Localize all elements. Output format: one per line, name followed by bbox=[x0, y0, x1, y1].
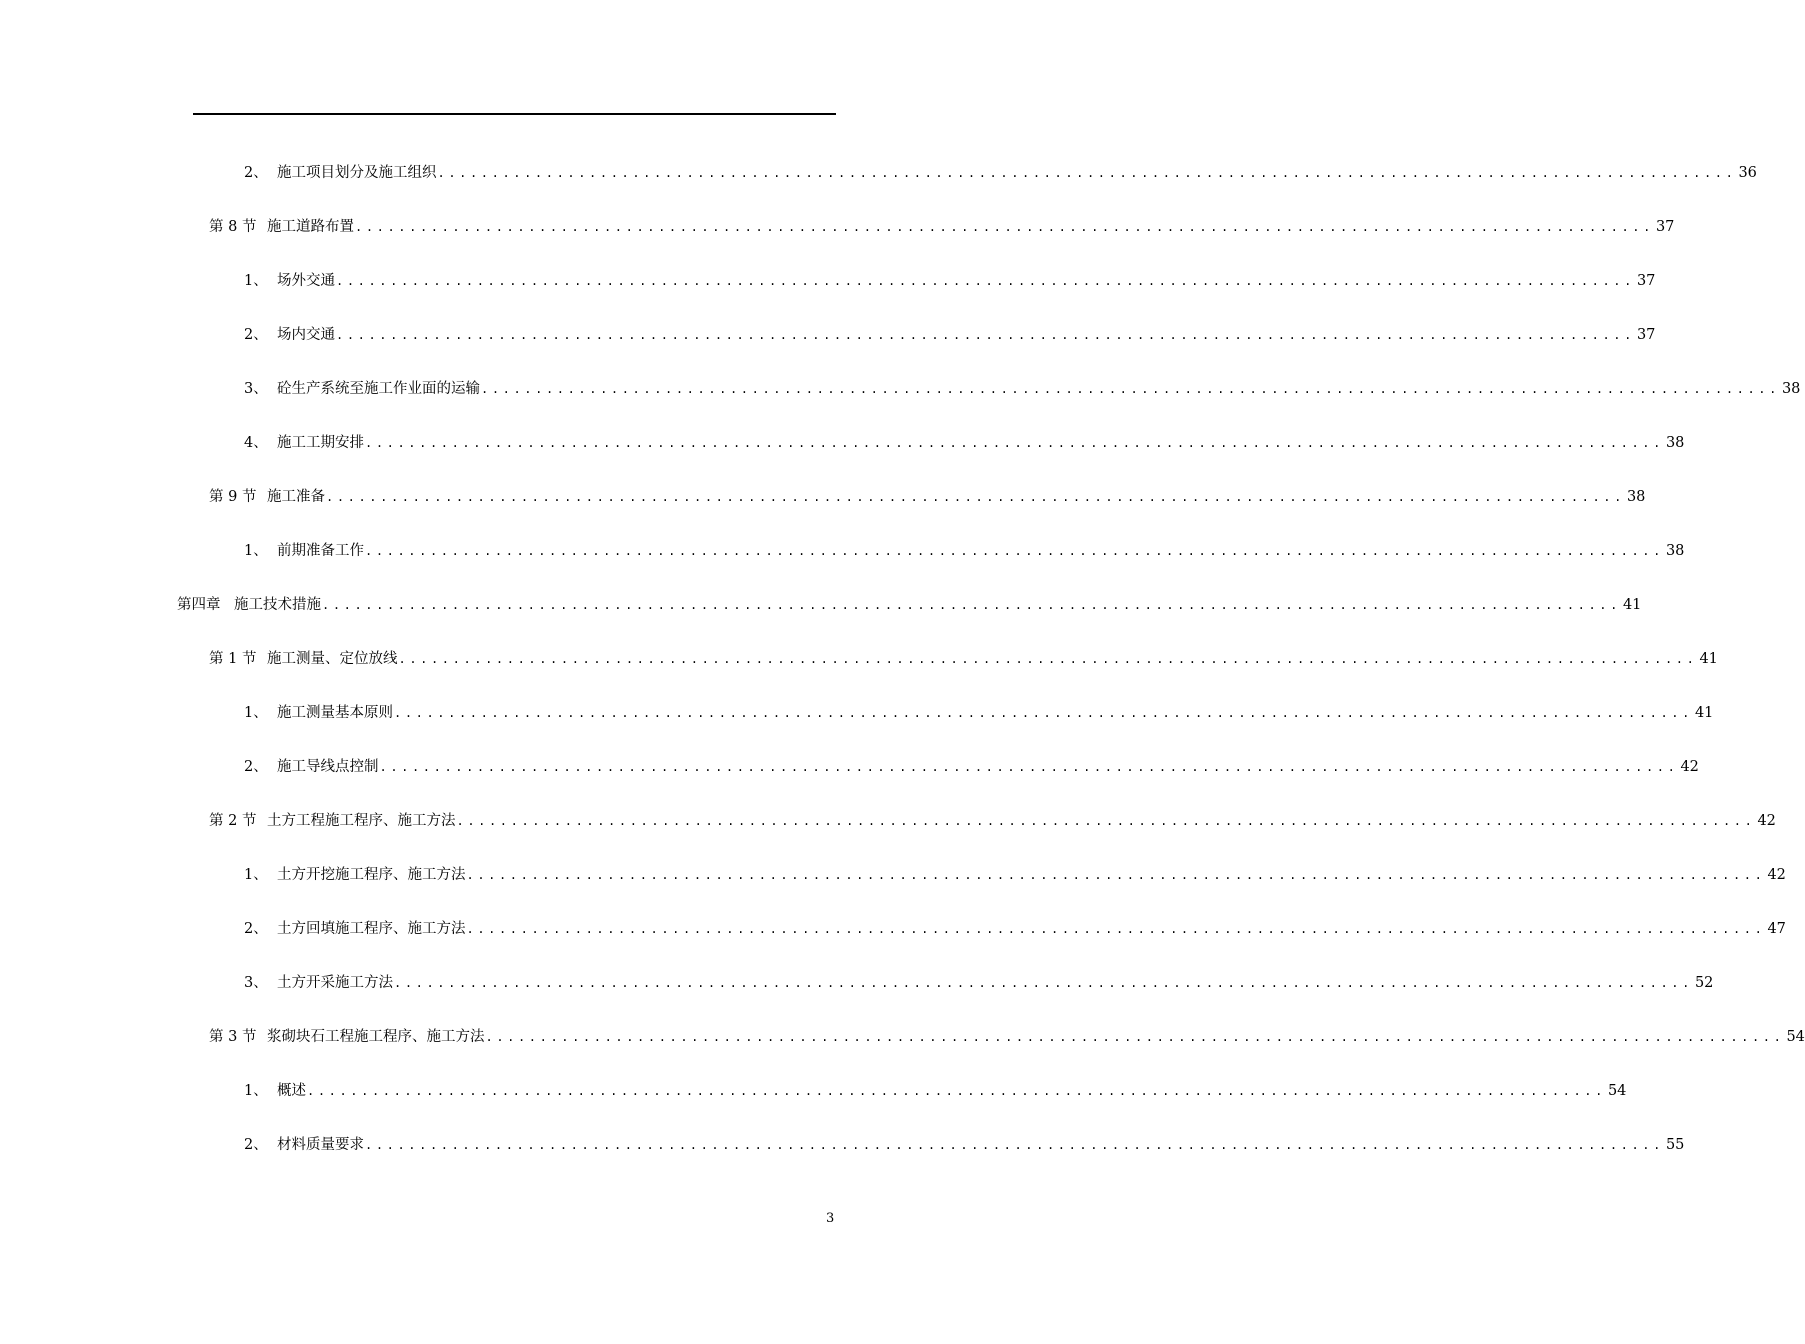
toc-entry-number: 2、 bbox=[244, 759, 268, 775]
toc-entry-item[interactable] bbox=[244, 756, 1699, 778]
toc-entry-number: 第 3 节 bbox=[209, 1029, 257, 1045]
toc-entry-title: 砼生产系统至施工作业面的运输 bbox=[277, 381, 480, 397]
toc-entry-title: 土方工程施工程序、施工方法 bbox=[267, 813, 456, 829]
toc-entry-page: 42 bbox=[1767, 867, 1786, 883]
toc-entry-item[interactable] bbox=[244, 702, 1714, 724]
toc-dot-leader: ........................................................................................................................ bbox=[481, 382, 1780, 396]
toc-entry-number: 第 2 节 bbox=[209, 813, 257, 829]
toc-entry-page: 54 bbox=[1786, 1029, 1805, 1045]
toc-entry-number: 2、 bbox=[244, 921, 268, 937]
toc-entry-chapter[interactable] bbox=[177, 594, 1642, 616]
toc-entry-page: 42 bbox=[1757, 813, 1776, 829]
toc-entry-page: 37 bbox=[1636, 273, 1656, 289]
toc-entry-title: 施工技术措施 bbox=[234, 597, 321, 613]
toc-entry-item[interactable] bbox=[244, 1080, 1627, 1102]
toc-entry-title: 施工准备 bbox=[267, 489, 325, 505]
toc-entry-section[interactable] bbox=[209, 810, 1776, 832]
toc-dot-leader: ........................................................................................................................ bbox=[398, 652, 1698, 666]
toc-entry-page: 38 bbox=[1665, 435, 1685, 451]
toc-entry-page: 54 bbox=[1607, 1083, 1627, 1099]
toc-entry-number: 1、 bbox=[244, 273, 268, 289]
toc-entry-title: 土方开采施工方法 bbox=[277, 975, 393, 991]
toc-entry-number: 第 9 节 bbox=[209, 489, 257, 505]
toc-dot-leader: ........................................................................................................................ bbox=[437, 166, 1737, 180]
toc-entry-title: 施工项目划分及施工组织 bbox=[277, 165, 437, 181]
toc-entry-title: 浆砌块石工程施工程序、施工方法 bbox=[267, 1029, 485, 1045]
toc-dot-leader: ........................................................................................................................ bbox=[355, 220, 1654, 234]
toc-entry-number: 2、 bbox=[244, 327, 268, 343]
toc-entry-item[interactable] bbox=[244, 432, 1685, 454]
toc-entry-section[interactable] bbox=[209, 648, 1718, 670]
toc-entry-title: 概述 bbox=[277, 1083, 306, 1099]
toc-entry-number: 第 1 节 bbox=[209, 651, 257, 667]
toc-dot-leader: ........................................................................................................................ bbox=[365, 1138, 1664, 1152]
toc-entry-title: 施工工期安排 bbox=[277, 435, 364, 451]
toc-entry-number: 3、 bbox=[244, 381, 268, 397]
toc-entry-title: 施工导线点控制 bbox=[277, 759, 379, 775]
toc-entry-page: 37 bbox=[1636, 327, 1656, 343]
toc-entry-page: 38 bbox=[1626, 489, 1646, 505]
toc-dot-leader: ........................................................................................................................ bbox=[326, 490, 1625, 504]
toc-entry-item[interactable] bbox=[244, 864, 1786, 886]
toc-entry-title: 材料质量要求 bbox=[277, 1137, 364, 1153]
toc-entry-page: 37 bbox=[1655, 219, 1675, 235]
toc-dot-leader: ........................................................................................................................ bbox=[322, 598, 1621, 612]
toc-entry-page: 38 bbox=[1665, 543, 1685, 559]
toc-entry-section[interactable] bbox=[209, 1026, 1805, 1048]
toc-dot-leader: ........................................................................................................................ bbox=[336, 274, 1635, 288]
toc-entry-number: 1、 bbox=[244, 1083, 268, 1099]
toc-entry-title: 场外交通 bbox=[277, 273, 335, 289]
toc-dot-leader: ........................................................................................................................ bbox=[394, 976, 1693, 990]
toc-entry-number: 1、 bbox=[244, 705, 268, 721]
toc-dot-leader: ........................................................................................................................ bbox=[485, 1030, 1785, 1044]
toc-entry-item[interactable] bbox=[244, 1134, 1685, 1156]
toc-entry-page: 47 bbox=[1767, 921, 1786, 937]
toc-dot-leader: ........................................................................................................................ bbox=[336, 328, 1635, 342]
toc-entry-page: 55 bbox=[1665, 1137, 1685, 1153]
toc-entry-item[interactable] bbox=[244, 972, 1714, 994]
toc-dot-leader: ........................................................................................................................ bbox=[379, 760, 1679, 774]
toc-dot-leader: ........................................................................................................................ bbox=[365, 544, 1664, 558]
toc-entry-number: 3、 bbox=[244, 975, 268, 991]
toc-entry-section[interactable] bbox=[209, 486, 1646, 508]
toc-entry-page: 41 bbox=[1699, 651, 1718, 667]
toc-entry-title: 施工道路布置 bbox=[267, 219, 354, 235]
toc-dot-leader: ........................................................................................................................ bbox=[456, 814, 1756, 828]
toc-entry-page: 42 bbox=[1680, 759, 1699, 775]
toc-entry-page: 36 bbox=[1738, 165, 1757, 181]
toc-entry-page: 38 bbox=[1781, 381, 1801, 397]
toc-entry-number: 4、 bbox=[244, 435, 268, 451]
toc-dot-leader: ........................................................................................................................ bbox=[466, 868, 1766, 882]
toc-entry-number: 2、 bbox=[244, 165, 268, 181]
toc-entry-item[interactable] bbox=[244, 270, 1656, 292]
toc-entry-title: 场内交通 bbox=[277, 327, 335, 343]
toc-dot-leader: ........................................................................................................................ bbox=[394, 706, 1693, 720]
toc-entry-page: 41 bbox=[1694, 705, 1714, 721]
toc-dot-leader: ........................................................................................................................ bbox=[365, 436, 1664, 450]
toc-dot-leader: ........................................................................................................................ bbox=[307, 1084, 1606, 1098]
toc-dot-leader: ........................................................................................................................ bbox=[466, 922, 1766, 936]
toc-entry-title: 前期准备工作 bbox=[277, 543, 364, 559]
toc-entry-number: 2、 bbox=[244, 1137, 268, 1153]
toc-entry-section[interactable] bbox=[209, 216, 1675, 238]
toc-entry-title: 施工测量、定位放线 bbox=[267, 651, 398, 667]
toc-entry-number: 第四章 bbox=[177, 597, 221, 613]
header-rule bbox=[193, 113, 836, 115]
toc-entry-item[interactable] bbox=[244, 324, 1656, 346]
toc-entry-item[interactable] bbox=[244, 162, 1757, 184]
toc-entry-number: 第 8 节 bbox=[209, 219, 257, 235]
toc-entry-page: 52 bbox=[1694, 975, 1714, 991]
toc-entry-title: 土方回填施工程序、施工方法 bbox=[277, 921, 466, 937]
toc-entry-title: 施工测量基本原则 bbox=[277, 705, 393, 721]
toc-entry-item[interactable] bbox=[244, 540, 1685, 562]
toc-entry-item[interactable] bbox=[244, 378, 1801, 400]
toc-entry-page: 41 bbox=[1622, 597, 1642, 613]
toc-entry-title: 土方开挖施工程序、施工方法 bbox=[277, 867, 466, 883]
toc-entry-item[interactable] bbox=[244, 918, 1786, 940]
toc-entry-number: 1、 bbox=[244, 867, 268, 883]
toc-entry-number: 1、 bbox=[244, 543, 268, 559]
page-number: 3 bbox=[826, 1211, 835, 1226]
